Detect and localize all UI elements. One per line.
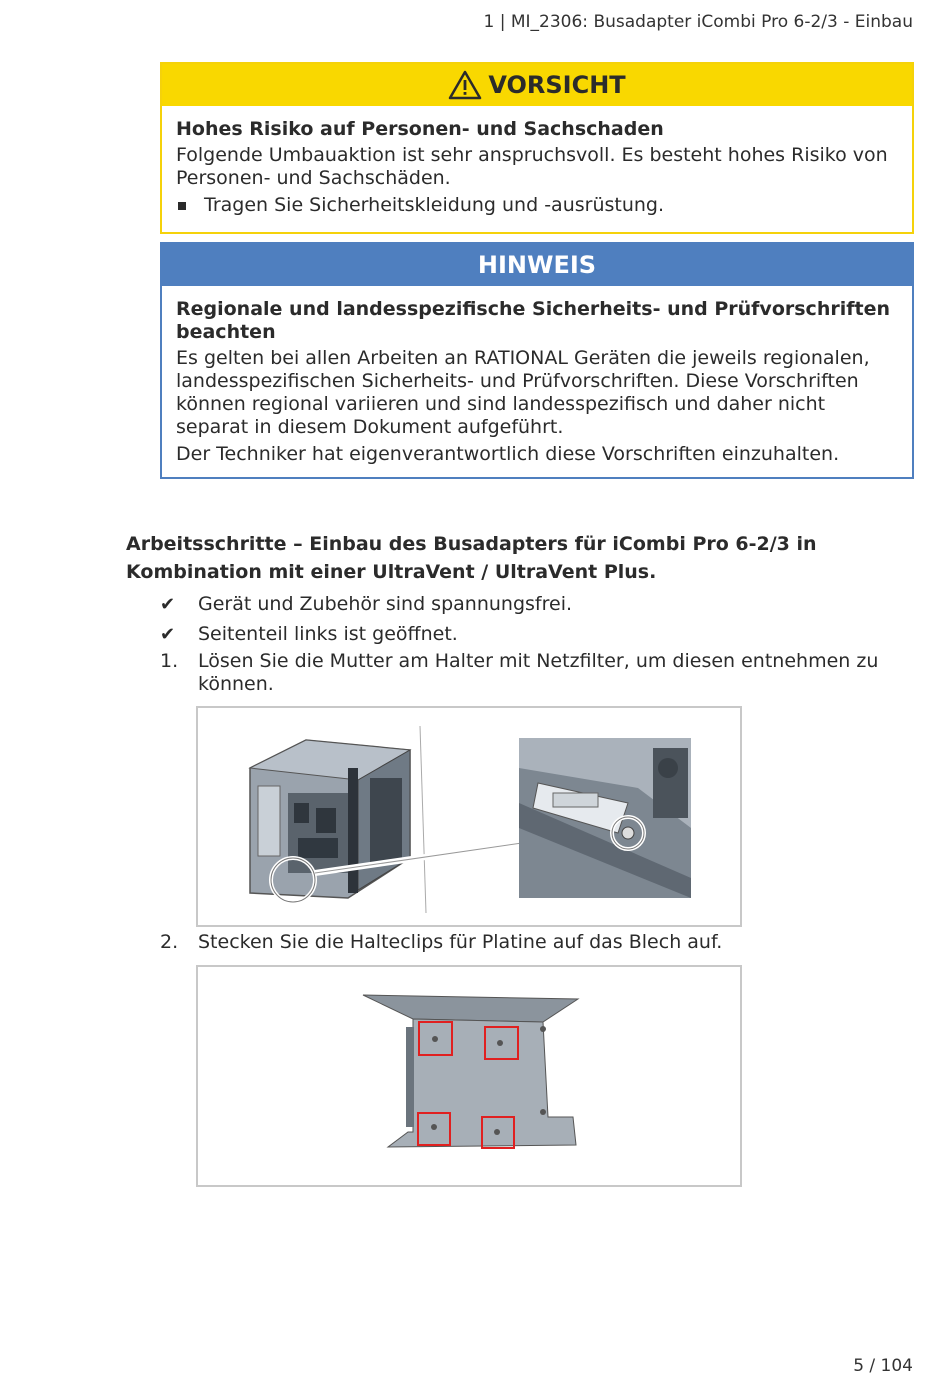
prerequisite-text: Gerät und Zubehör sind spannungsfrei. xyxy=(198,593,573,615)
warning-triangle-icon xyxy=(448,70,482,100)
step-number: 2. xyxy=(160,931,179,953)
page-number: 5 / 104 xyxy=(853,1356,913,1376)
step-number: 1. xyxy=(160,650,179,672)
step-text: Stecken Sie die Halteclips für Platine auf das Blech auf. xyxy=(198,931,723,953)
appliance-illustration xyxy=(198,708,740,925)
bullet-square-icon xyxy=(178,202,186,210)
step-2 xyxy=(160,931,880,954)
sheet-metal-illustration xyxy=(198,967,740,1185)
caution-bullet-text: Tragen Sie Sicherheitskleidung und -ausrüstung. xyxy=(204,194,665,216)
notice-title: HINWEIS xyxy=(477,251,597,279)
prerequisite-text: Seitenteil links ist geöffnet. xyxy=(198,623,458,645)
checkmark-icon: ✔ xyxy=(160,624,176,645)
prerequisite-1 xyxy=(160,593,880,616)
notice-heading: Regionale und landesspezifische Sicherheits- und Prüfvorschriften beachten xyxy=(176,298,890,343)
notice-box xyxy=(160,242,914,479)
figure-appliance-netfilter xyxy=(196,706,742,927)
caution-title: VORSICHT xyxy=(488,71,626,99)
notice-text-2: Der Techniker hat eigenverantwortlich diese Vorschriften einzuhalten. xyxy=(176,443,840,465)
figure-sheet-metal-clips xyxy=(196,965,742,1187)
caution-text: Folgende Umbauaktion ist sehr anspruchsvoll. Es besteht hohes Risiko von Personen- und Sachschäden. xyxy=(176,144,888,189)
checkmark-icon: ✔ xyxy=(160,594,176,615)
caution-bullet xyxy=(176,194,898,217)
steps-title: Arbeitsschritte – Einbau des Busadapters für iCombi Pro 6-2/3 in Kombination mit einer UltraVent / UltraVent Plus. xyxy=(126,533,817,583)
caution-title-bar xyxy=(162,64,912,106)
notice-text: Es gelten bei allen Arbeiten an RATIONAL Geräten die jeweils regionalen, landesspezifischen Sicherheits- und Prüfvorschriften. Diese Vorschriften können regional variieren und sind landesspezifisch und daher nicht separat in diesem Dokument aufgeführt. xyxy=(176,347,870,438)
prerequisite-2 xyxy=(160,623,880,646)
step-text: Lösen Sie die Mutter am Halter mit Netzfilter, um diesen entnehmen zu können. xyxy=(198,650,879,695)
step-1 xyxy=(160,650,880,696)
caution-heading: Hohes Risiko auf Personen- und Sachschaden xyxy=(176,118,664,140)
running-header: 1 | MI_2306: Busadapter iCombi Pro 6-2/3 - Einbau xyxy=(483,12,913,32)
notice-title-bar xyxy=(162,244,912,286)
caution-box xyxy=(160,62,914,234)
